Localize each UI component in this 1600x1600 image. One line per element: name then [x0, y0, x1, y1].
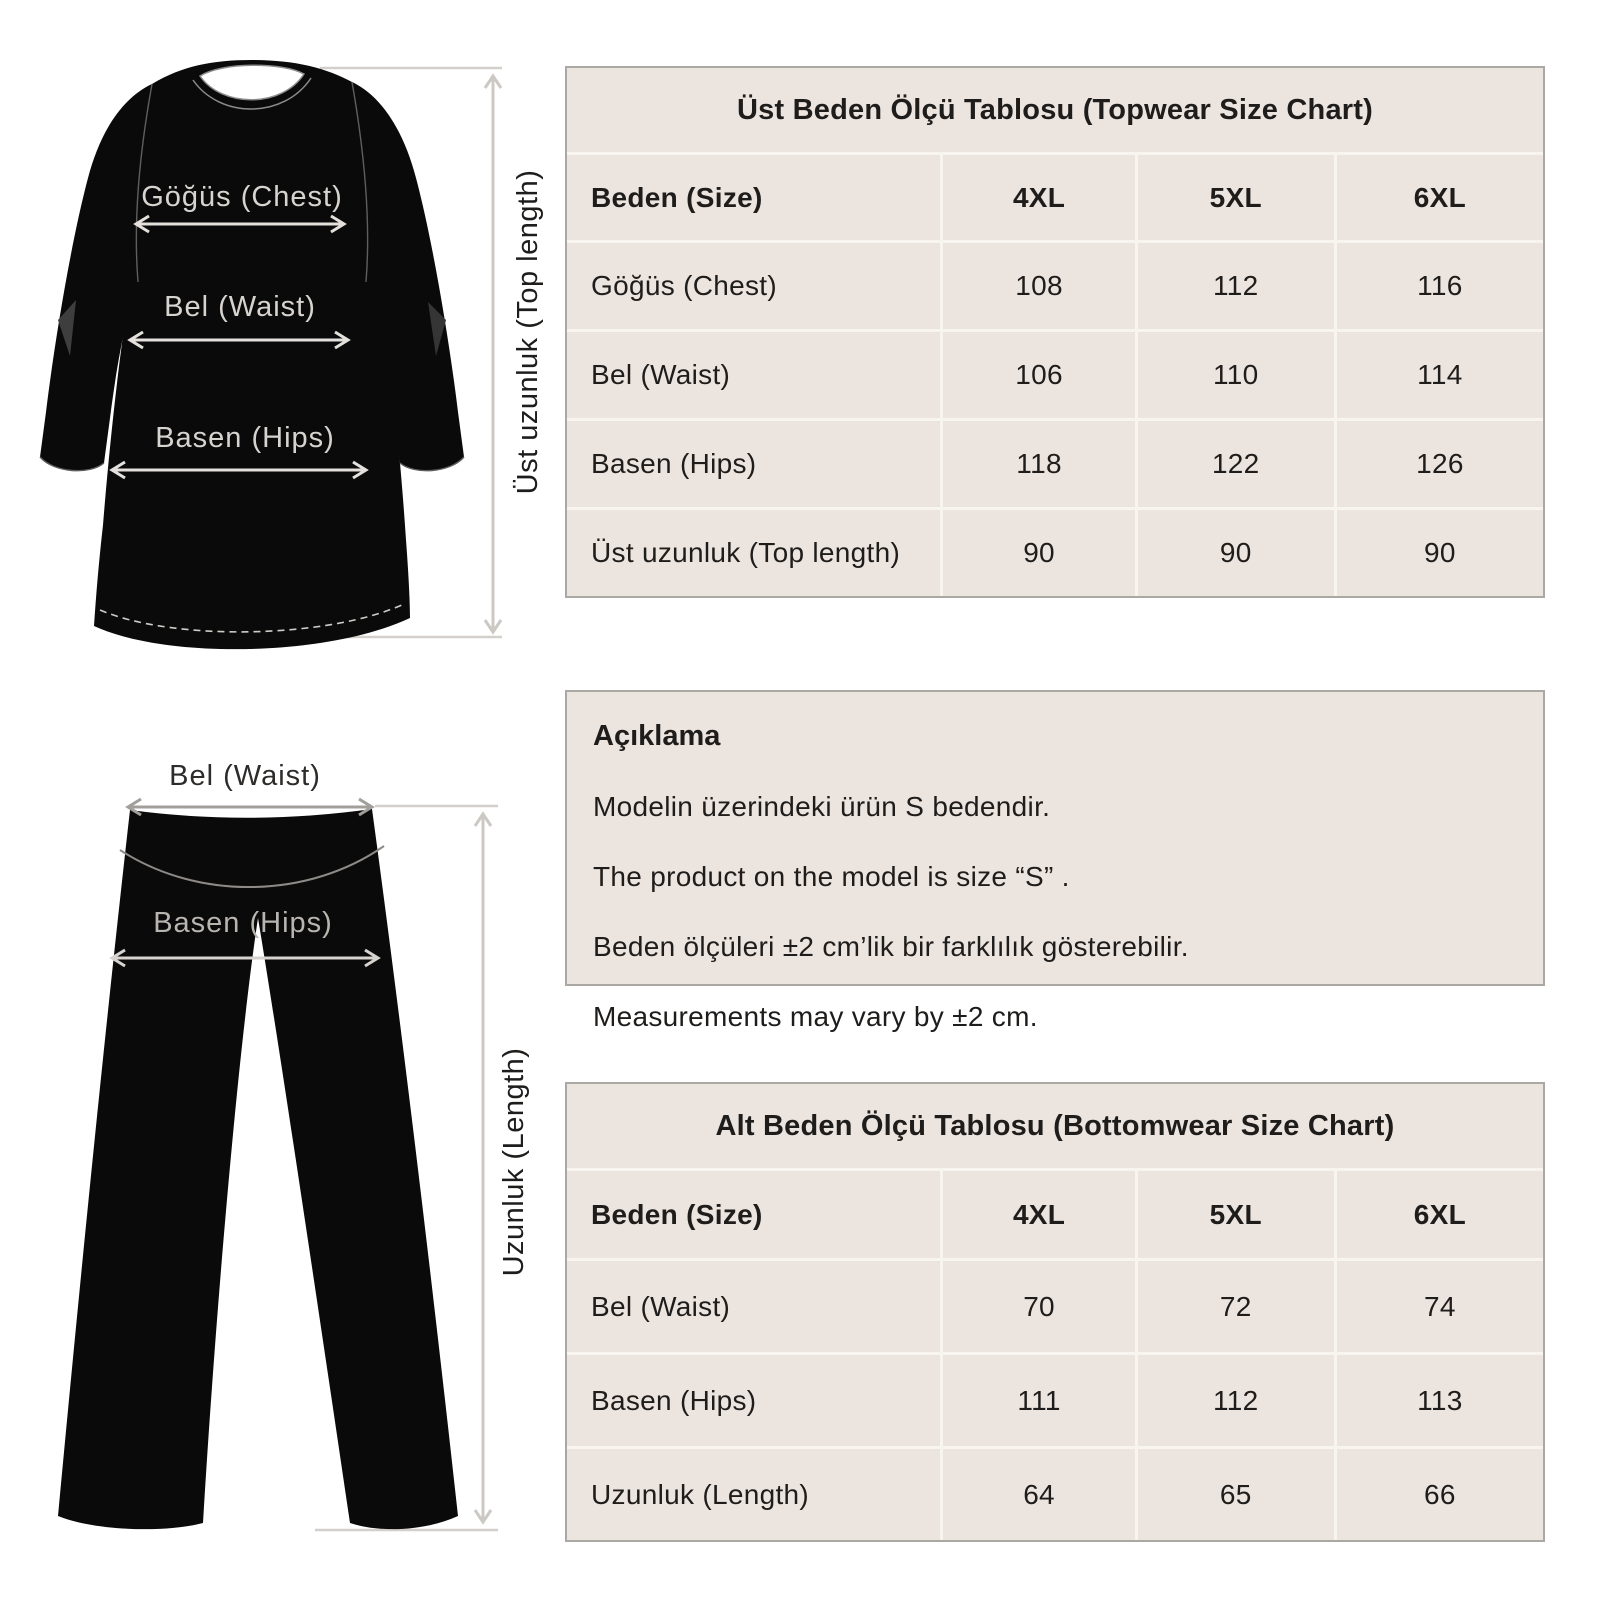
- tunic-silhouette: [40, 60, 464, 649]
- tunic-hips-label: Basen (Hips): [155, 422, 335, 454]
- cell-value: 126: [1334, 418, 1543, 507]
- cell-value: 70: [940, 1258, 1134, 1352]
- cell-value: 90: [1334, 507, 1543, 596]
- cell-value: 72: [1135, 1258, 1334, 1352]
- column-header: 4XL: [940, 152, 1134, 240]
- pants-length-label: Uzunluk (Length): [498, 1047, 530, 1277]
- note-line: Beden ölçüleri ±2 cm’lik bir farklılık gösterebilir.: [593, 931, 1189, 962]
- tunic-length-label: Üst uzunluk (Top length): [512, 169, 544, 495]
- column-header: 6XL: [1334, 1168, 1543, 1258]
- cell-value: 64: [940, 1446, 1134, 1540]
- topwear-table-title: Üst Beden Ölçü Tablosu (Topwear Size Chart): [737, 93, 1373, 126]
- cell-value: 66: [1334, 1446, 1543, 1540]
- cell-value: 112: [1135, 240, 1334, 329]
- note-box: [565, 690, 1545, 1032]
- note-title: Açıklama: [593, 720, 721, 752]
- column-header: 4XL: [940, 1168, 1134, 1258]
- cell-value: 113: [1334, 1352, 1543, 1446]
- cell-value: 116: [1334, 240, 1543, 329]
- cell-value: 74: [1334, 1258, 1543, 1352]
- cell-value: 118: [940, 418, 1134, 507]
- bottomwear-table-grid: [567, 1168, 1543, 1540]
- cell-value: 90: [1135, 507, 1334, 596]
- pants-hips-label: Basen (Hips): [153, 907, 333, 939]
- cell-value: 114: [1334, 329, 1543, 418]
- tunic-waist-label: Bel (Waist): [164, 291, 316, 323]
- cell-value: 110: [1135, 329, 1334, 418]
- row-label: Göğüs (Chest): [567, 240, 940, 329]
- note-line: Modelin üzerindeki ürün S bedendir.: [593, 791, 1051, 822]
- row-label: Basen (Hips): [567, 418, 940, 507]
- topwear-table-grid: [567, 152, 1543, 596]
- bottomwear-table-title: Alt Beden Ölçü Tablosu (Bottomwear Size Chart): [715, 1109, 1395, 1142]
- topwear-size-table: [565, 66, 1545, 598]
- tunic-chest-label: Göğüs (Chest): [141, 181, 343, 213]
- note-line: The product on the model is size “S” .: [593, 861, 1070, 892]
- topwear-diagram: [0, 20, 560, 670]
- cell-value: 106: [940, 329, 1134, 418]
- cell-value: 111: [940, 1352, 1134, 1446]
- column-header: 5XL: [1135, 152, 1334, 240]
- cell-value: 108: [940, 240, 1134, 329]
- column-header: 5XL: [1135, 1168, 1334, 1258]
- note-line: Measurements may vary by ±2 cm.: [593, 1001, 1038, 1032]
- column-header: Beden (Size): [567, 152, 940, 240]
- cell-value: 65: [1135, 1446, 1334, 1540]
- row-label: Basen (Hips): [567, 1352, 940, 1446]
- row-label: Uzunluk (Length): [567, 1446, 940, 1540]
- pants-waist-arrow: [128, 799, 372, 815]
- pants-waist-label: Bel (Waist): [169, 760, 321, 792]
- row-label: Bel (Waist): [567, 1258, 940, 1352]
- cell-value: 122: [1135, 418, 1334, 507]
- cell-value: 90: [940, 507, 1134, 596]
- column-header: Beden (Size): [567, 1168, 940, 1258]
- row-label: Üst uzunluk (Top length): [567, 507, 940, 596]
- cell-value: 112: [1135, 1352, 1334, 1446]
- length-arrow: [475, 814, 491, 1522]
- top-length-arrow: [485, 76, 501, 632]
- bottomwear-diagram: [0, 730, 560, 1600]
- bottomwear-size-table: [565, 1082, 1545, 1542]
- row-label: Bel (Waist): [567, 329, 940, 418]
- column-header: 6XL: [1334, 152, 1543, 240]
